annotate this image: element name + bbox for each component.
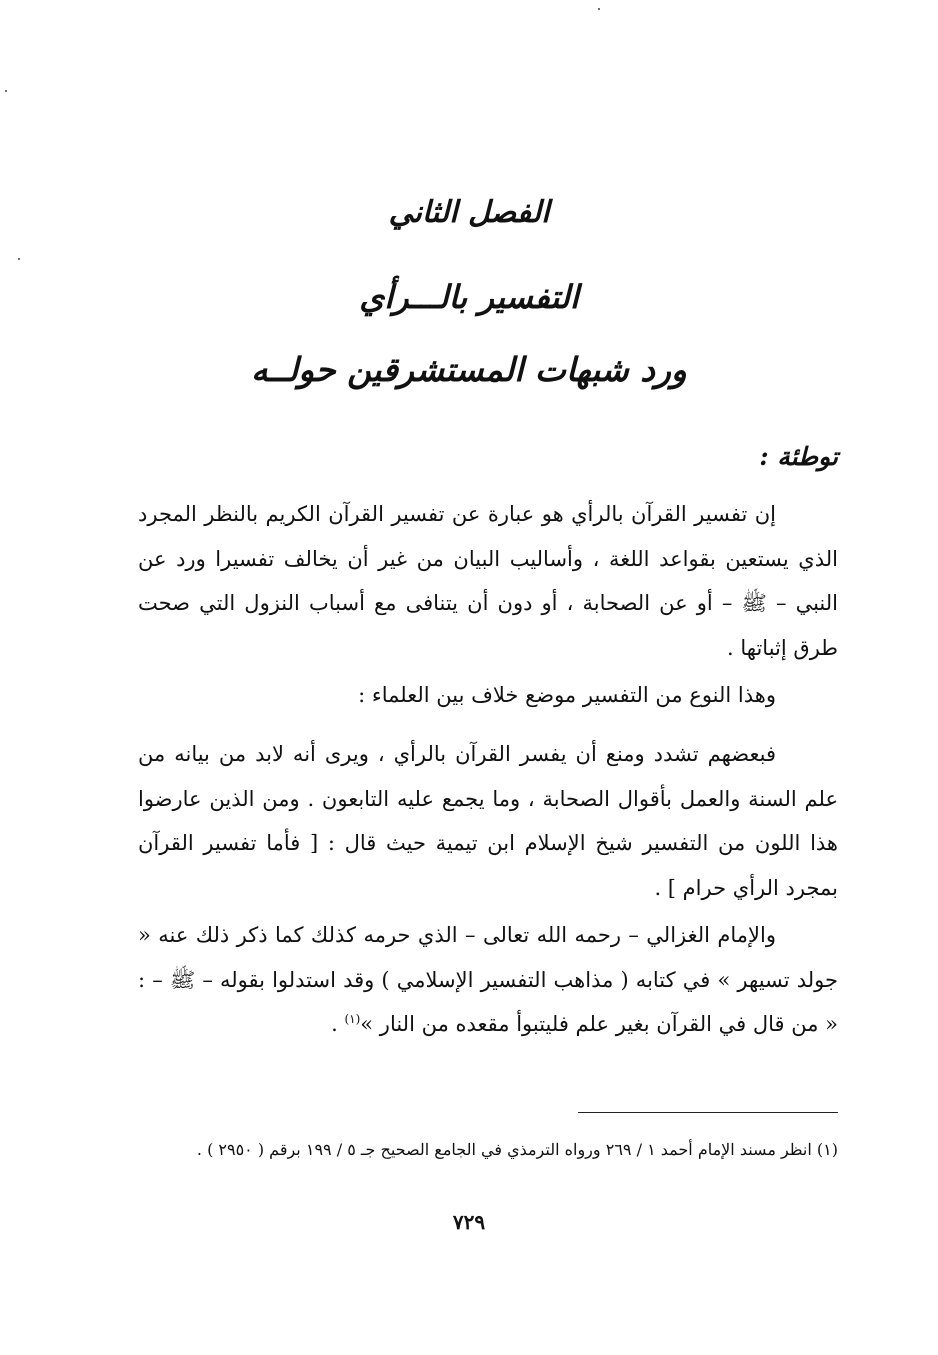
section-heading: توطئة : xyxy=(759,442,838,471)
scan-speck xyxy=(5,90,7,92)
paragraph-4 xyxy=(138,913,838,1047)
chapter-title-line-1: التفسير بالـــرأي xyxy=(359,278,579,316)
scan-speck xyxy=(598,8,600,10)
scan-speck xyxy=(18,258,20,260)
paragraph-3: فبعضهم تشدد ومنع أن يفسر القرآن بالرأي ، ويرى أنه لابد من بيانه من علم السنة والعمل بأقوال الصحابة ، وما يجمع عليه التابعون . ومن الذين عارضوا هذا اللون من التفسير شيخ الإسلام ابن تيمية حيث قال : [ فأما تفسير القرآن بمجرد الرأي حرام ] . xyxy=(138,742,838,900)
paragraph-1: إن تفسير القرآن بالرأي هو عبارة عن تفسير القرآن الكريم بالنظر المجرد الذي يستعين بقواعد اللغة ، وأساليب البيان من غير أن يخالف تفسيرا ورد عن النبي – ﷺ – أو عن الصحابة ، أو دون أن يتنافى مع أسباب النزول التي صحت طرق إثباتها . xyxy=(138,502,838,660)
paragraph-4-end: . xyxy=(331,1012,345,1036)
paragraph-4-text: والإمام الغزالي – رحمه الله تعالى – الذي حرمه كذلك كما ذكر ذلك عنه « جولد تسيهر » في كتابه ( مذاهب التفسير الإسلامي ) وقد استدلوا بقوله – ﷺ – : « من قال في القرآن بغير علم فليتبوأ مقعده من النار » xyxy=(138,923,838,1036)
page-number: ٧٢٩ xyxy=(452,1210,486,1234)
footnote: (١) انظر مسند الإمام أحمد ١ / ٢٦٩ ورواه الترمذي في الجامع الصحيح جـ ٥ / ١٩٩ برقم ( ٢٩٥٠ ) . xyxy=(196,1140,838,1159)
chapter-number: الفصل الثاني xyxy=(388,195,550,230)
chapter-title-line-2: ورد شبهات المستشرقين حولــه xyxy=(251,350,687,389)
footnote-separator xyxy=(578,1112,838,1113)
footnote-marker: (١) xyxy=(344,1012,361,1026)
paragraph-2: وهذا النوع من التفسير موضع خلاف بين العلماء : xyxy=(358,683,776,707)
